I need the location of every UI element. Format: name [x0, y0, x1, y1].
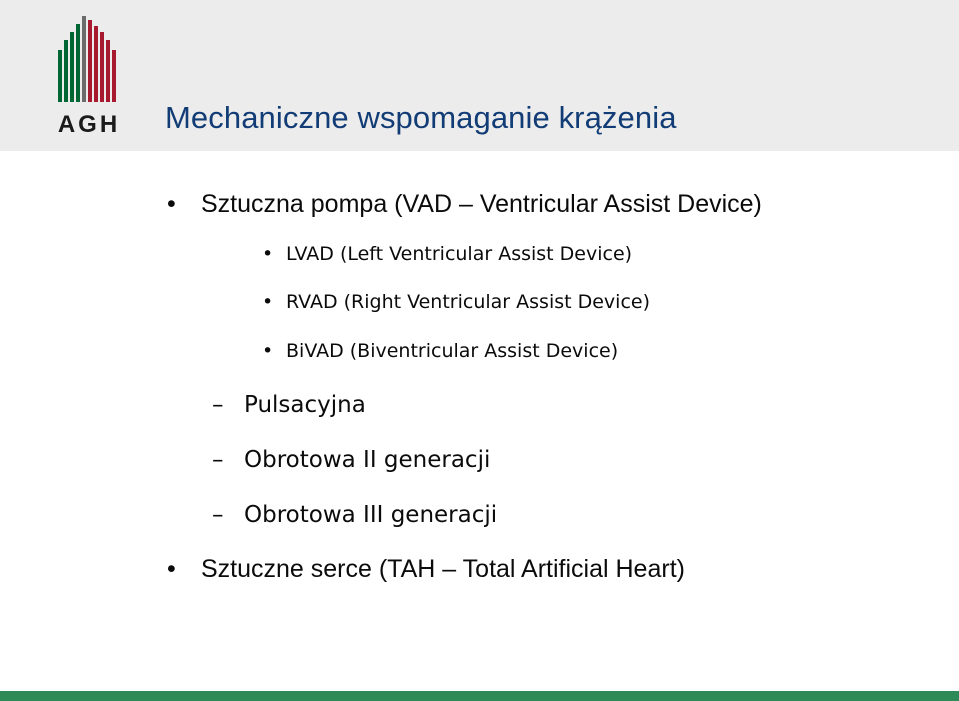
slide-title: Mechaniczne wspomaganie krążenia [165, 100, 677, 135]
dash-marker: – [212, 392, 224, 418]
bullet-marker: • [167, 190, 176, 218]
bullet-pulsacyjna: Pulsacyjna [244, 392, 366, 418]
footer-band [0, 691, 959, 701]
bullet-vad: Sztuczna pompa (VAD – Ventricular Assist Device) [201, 190, 762, 218]
bullet-marker: • [262, 291, 274, 313]
bullet-bivad: BiVAD (Biventricular Assist Device) [286, 340, 619, 362]
bullet-marker: • [262, 243, 274, 265]
logo-bars [58, 16, 116, 102]
dash-marker: – [212, 502, 224, 528]
bullet-obrotowa-ii: Obrotowa II generacji [244, 447, 491, 473]
bullet-rvad: RVAD (Right Ventricular Assist Device) [286, 291, 651, 313]
bullet-tah: Sztuczne serce (TAH – Total Artificial Heart) [201, 555, 685, 583]
bullet-obrotowa-iii: Obrotowa III generacji [244, 502, 498, 528]
logo-text: AGH [57, 111, 121, 138]
bullet-lvad: LVAD (Left Ventricular Assist Device) [286, 243, 633, 265]
dash-marker: – [212, 447, 224, 473]
agh-logo [52, 12, 126, 138]
bullet-marker: • [167, 555, 176, 583]
bullet-marker: • [262, 340, 274, 362]
